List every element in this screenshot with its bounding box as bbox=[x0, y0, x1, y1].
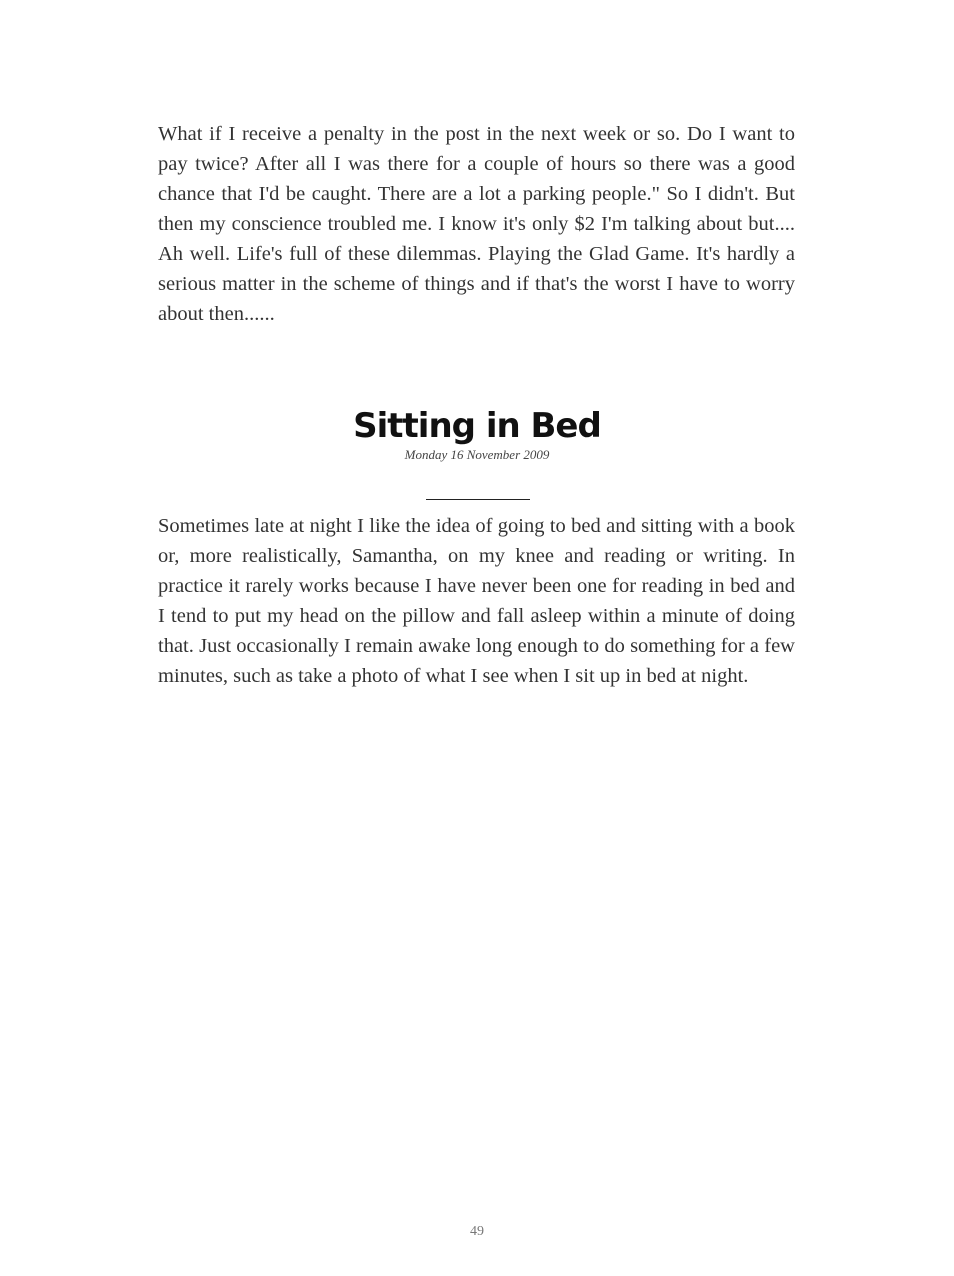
section-divider bbox=[426, 499, 530, 500]
section-date: Monday 16 November 2009 bbox=[404, 447, 550, 462]
page-number: 49 bbox=[470, 1224, 484, 1239]
section-title: Sitting in Bed bbox=[353, 406, 601, 446]
body-paragraph-1: What if I receive a penalty in the post in the next week or so. Do I want to pay twice? After all I was there for a couple of hours so there was a good chance that I'd be caught. There are a lot a parking people." So I didn't. But then my conscience troubled me. I know it's only $2 I'm talking about but.... Ah well. Life's full of these dilemmas. Playing the Glad Game. It's hardly a serious matter in the scheme of things and if that's the worst I have to worry about then...... bbox=[158, 123, 795, 325]
body-paragraph-2: Sometimes late at night I like the idea of going to bed and sitting with a book or, more realistically, Samantha, on my knee and reading or writing. In practice it rarely works because I have never been one for reading in bed and I tend to put my head on the pillow and fall asleep within a minute of doing that. Just occasionally I remain awake long enough to do something for a few minutes, such as take a photo of what I see when I sit up in bed at night. bbox=[158, 515, 795, 687]
